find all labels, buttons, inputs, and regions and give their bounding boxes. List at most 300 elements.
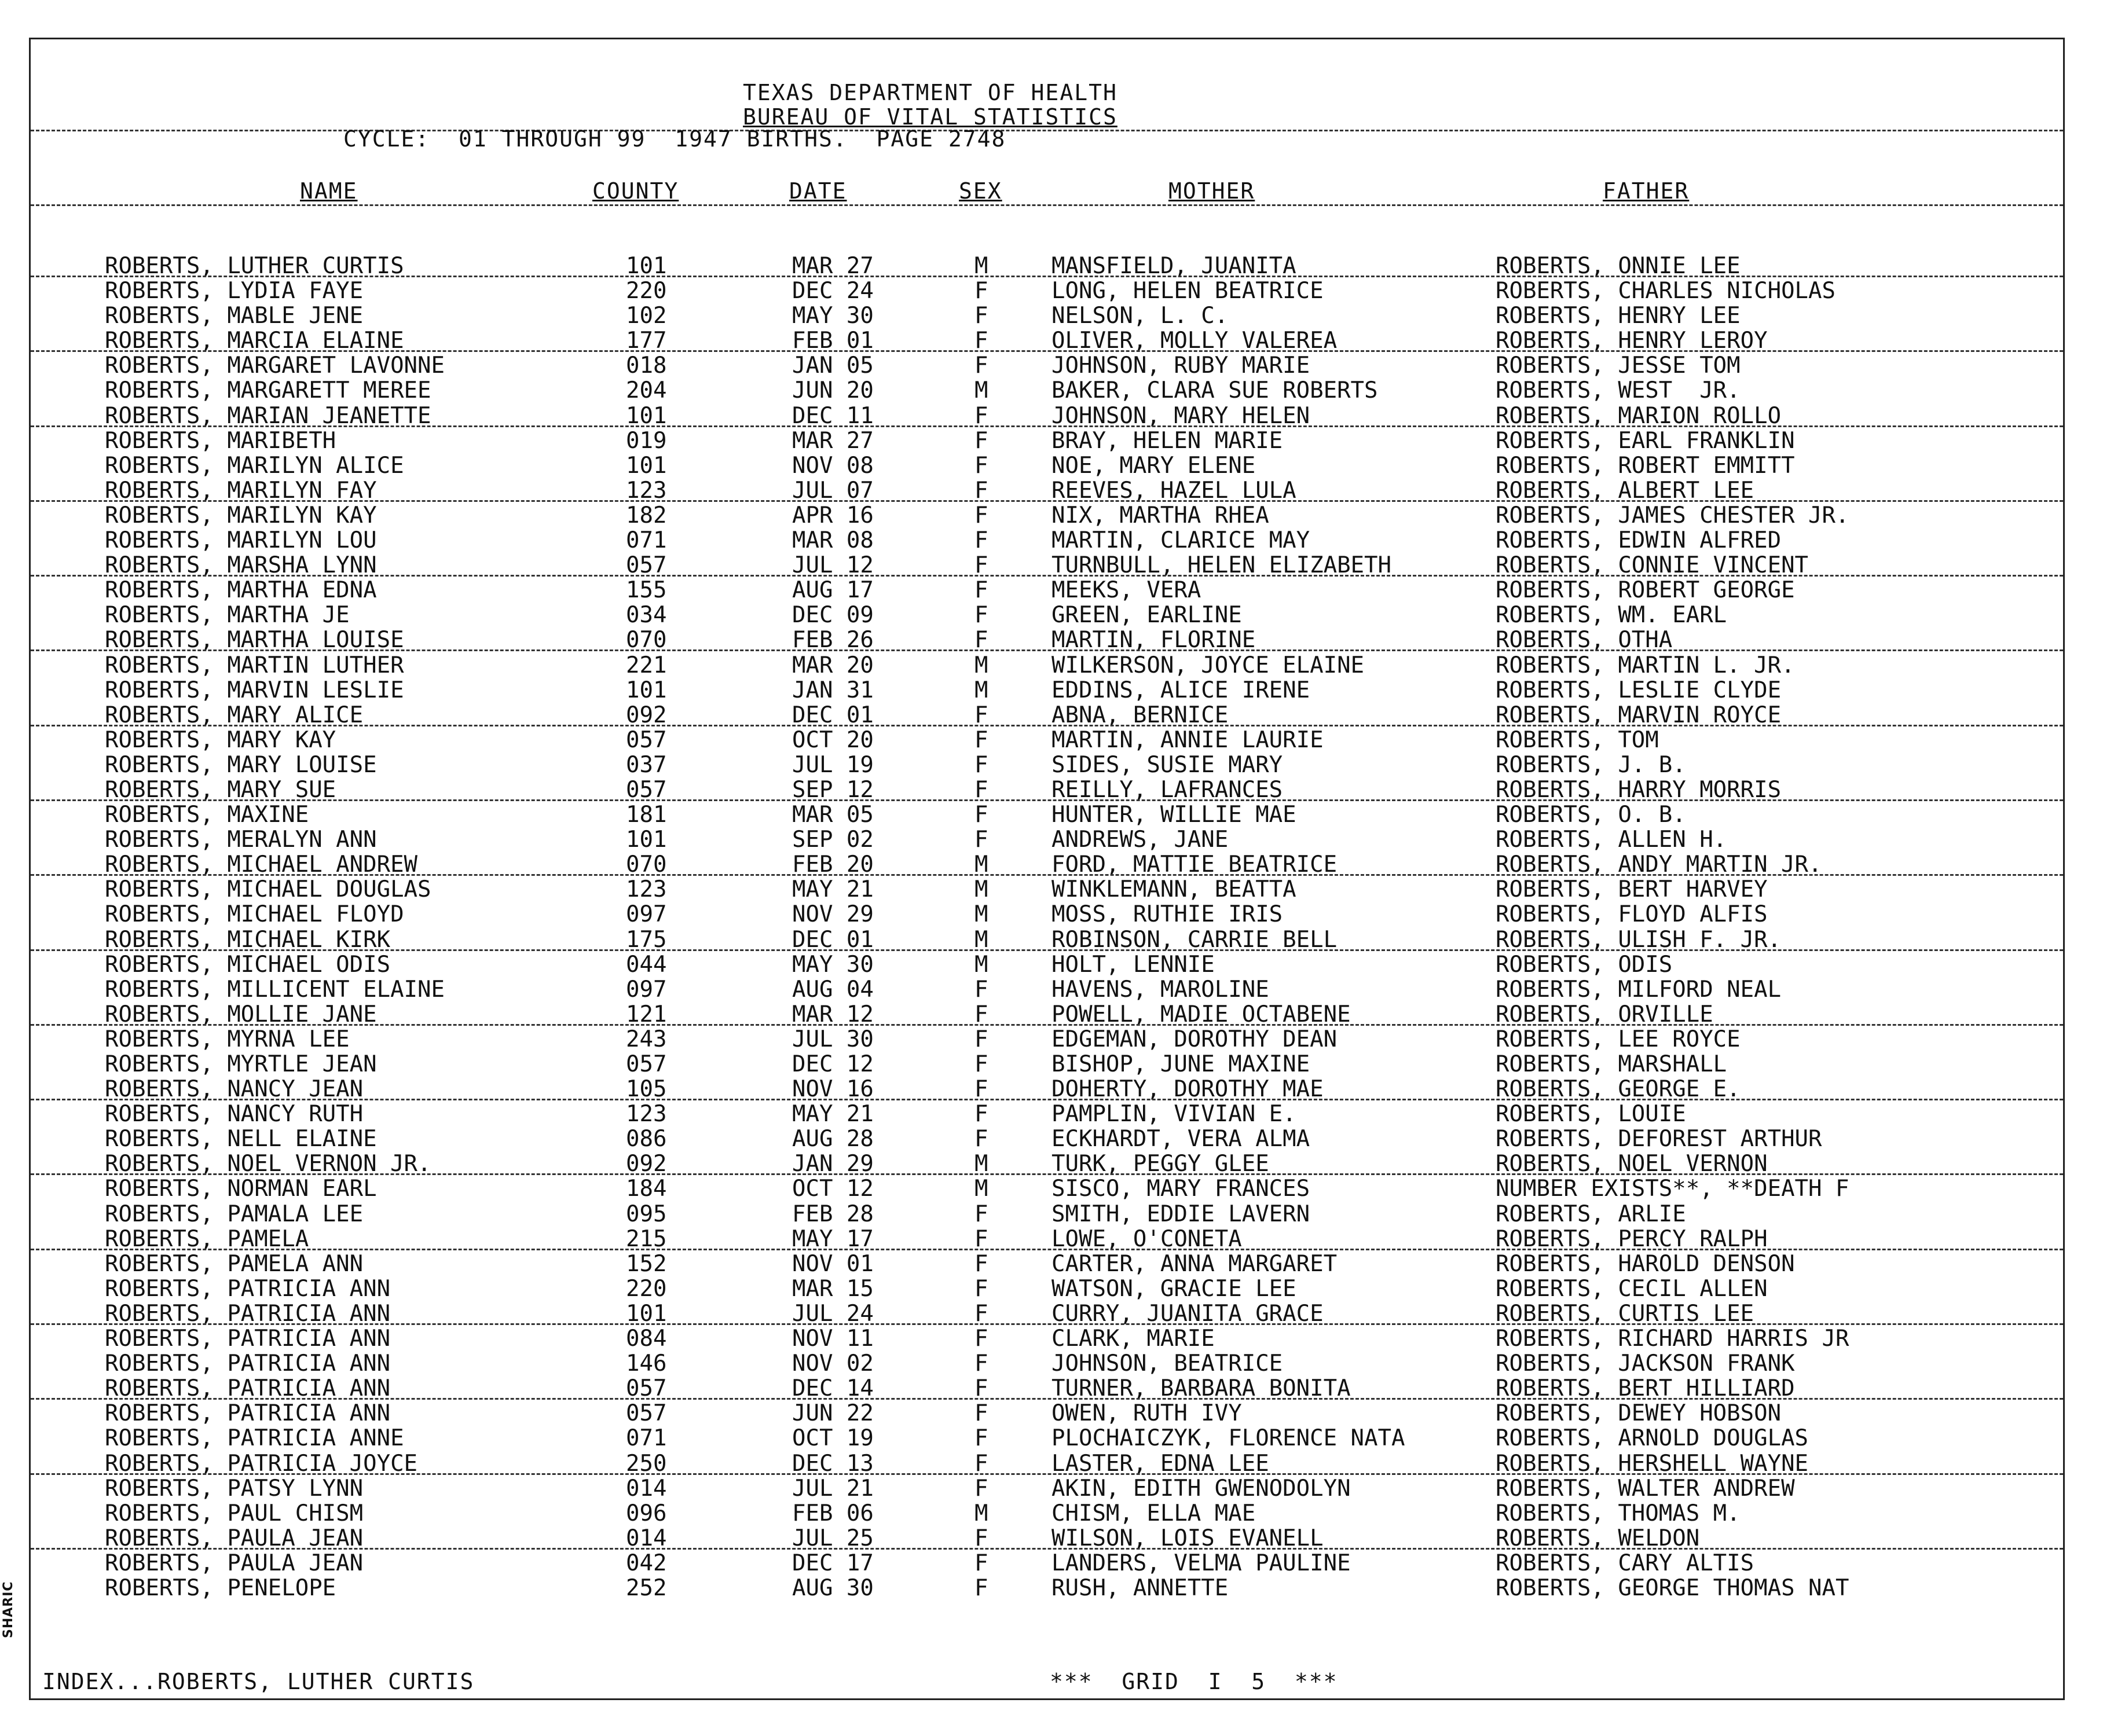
cell-date: JUL 30	[792, 1026, 874, 1052]
cell-father: ROBERTS, MARSHALL	[1496, 1051, 1727, 1077]
cell-sex: M	[974, 926, 988, 953]
cell-name: ROBERTS, PAUL CHISM	[105, 1500, 364, 1526]
cell-sex: F	[974, 726, 988, 753]
cell-father: ROBERTS, WEST JR.	[1496, 377, 1741, 404]
cell-sex: F	[974, 1201, 988, 1227]
cell-name: ROBERTS, MARY ALICE	[105, 702, 364, 728]
header-rule-top	[31, 130, 2063, 131]
table-row	[31, 728, 2063, 753]
cell-name: ROBERTS, NELL ELAINE	[105, 1126, 377, 1153]
cell-date: JUL 25	[792, 1525, 874, 1551]
cell-mother: LOWE, O'CONETA	[1051, 1225, 1242, 1252]
cell-sex: M	[974, 951, 988, 978]
cell-date: MAY 17	[792, 1225, 874, 1252]
cell-father: ROBERTS, HENRY LEROY	[1496, 328, 1768, 354]
cell-mother: LONG, HELEN BEATRICE	[1051, 278, 1324, 304]
cell-sex: F	[974, 552, 988, 579]
cell-sex: F	[974, 1250, 988, 1277]
cell-sex: F	[974, 976, 988, 1003]
cell-father: ROBERTS, DEFOREST ARTHUR	[1496, 1126, 1822, 1153]
cell-sex: F	[974, 627, 988, 654]
group-rule	[31, 276, 2063, 277]
cell-date: DEC 24	[792, 278, 874, 304]
group-rule	[31, 1323, 2063, 1325]
cell-sex: F	[974, 1375, 988, 1402]
cell-mother: CHISM, ELLA MAE	[1051, 1500, 1256, 1526]
cell-county: 101	[626, 1300, 667, 1327]
cell-county: 243	[626, 1026, 667, 1052]
cell-mother: TURNBULL, HELEN ELIZABETH	[1051, 552, 1391, 579]
index-footer: INDEX...ROBERTS, LUTHER CURTIS	[42, 1669, 475, 1694]
cell-father: ROBERTS, ONNIE LEE	[1496, 253, 1741, 279]
cell-father: ROBERTS, PERCY RALPH	[1496, 1225, 1768, 1252]
cell-county: 184	[626, 1176, 667, 1202]
table-row	[31, 1151, 2063, 1176]
cell-father: ROBERTS, CONNIE VINCENT	[1496, 552, 1809, 579]
cell-date: DEC 17	[792, 1550, 874, 1576]
cell-name: ROBERTS, PATRICIA ANN	[105, 1400, 391, 1427]
column-header-father: FATHER	[1603, 178, 1690, 204]
cell-sex: F	[974, 328, 988, 354]
cell-county: 175	[626, 926, 667, 953]
cell-date: DEC 11	[792, 402, 874, 429]
cell-county: 044	[626, 951, 667, 978]
cell-mother: REEVES, HAZEL LULA	[1051, 477, 1296, 504]
cell-mother: ROBINSON, CARRIE BELL	[1051, 926, 1338, 953]
cell-date: JAN 05	[792, 353, 874, 379]
cell-sex: F	[974, 1051, 988, 1077]
cell-date: DEC 09	[792, 602, 874, 629]
group-rule	[31, 500, 2063, 502]
cell-name: ROBERTS, PENELOPE	[105, 1574, 336, 1601]
cell-county: 101	[626, 452, 667, 479]
cell-father: ROBERTS, O. B.	[1496, 802, 1686, 828]
cell-mother: MARTIN, FLORINE	[1051, 627, 1256, 654]
cell-mother: MANSFIELD, JUANITA	[1051, 253, 1296, 279]
cell-county: 123	[626, 477, 667, 504]
cell-father: ROBERTS, HERSHELL WAYNE	[1496, 1450, 1809, 1477]
cell-county: 155	[626, 577, 667, 604]
cell-father: ROBERTS, ORVILLE	[1496, 1001, 1713, 1027]
cell-county: 252	[626, 1574, 667, 1601]
cell-father: ROBERTS, ROBERT EMMITT	[1496, 452, 1795, 479]
cell-date: MAY 21	[792, 876, 874, 903]
cell-name: ROBERTS, MARY LOUISE	[105, 751, 377, 778]
group-rule	[31, 1473, 2063, 1475]
cell-county: 092	[626, 1151, 667, 1177]
cell-county: 034	[626, 602, 667, 629]
cell-mother: TURNER, BARBARA BONITA	[1051, 1375, 1351, 1402]
cell-father: ROBERTS, JESSE TOM	[1496, 353, 1741, 379]
cell-date: DEC 01	[792, 926, 874, 953]
cell-name: ROBERTS, MARCIA ELAINE	[105, 328, 404, 354]
cell-date: OCT 20	[792, 726, 874, 753]
cell-mother: BISHOP, JUNE MAXINE	[1051, 1051, 1310, 1077]
cell-sex: M	[974, 253, 988, 279]
table-row	[31, 1326, 2063, 1351]
cell-sex: M	[974, 1151, 988, 1177]
cell-name: ROBERTS, MOLLIE JANE	[105, 1001, 377, 1027]
cell-county: 146	[626, 1350, 667, 1377]
table-row	[31, 528, 2063, 553]
cell-county: 220	[626, 278, 667, 304]
cell-mother: BRAY, HELEN MARIE	[1051, 427, 1283, 454]
cell-father: ROBERTS, MILFORD NEAL	[1496, 976, 1782, 1003]
cell-date: OCT 19	[792, 1425, 874, 1452]
cell-name: ROBERTS, MILLICENT ELAINE	[105, 976, 445, 1003]
grid-marker: *** GRID I 5 ***	[1050, 1669, 1338, 1694]
cell-father: ROBERTS, GEORGE THOMAS NAT	[1496, 1574, 1849, 1601]
cell-father: ROBERTS, OTHA	[1496, 627, 1673, 654]
cell-date: MAR 08	[792, 527, 874, 554]
cell-county: 057	[626, 1051, 667, 1077]
cell-date: MAR 27	[792, 427, 874, 454]
table-row	[31, 1202, 2063, 1227]
cell-county: 019	[626, 427, 667, 454]
cell-date: FEB 06	[792, 1500, 874, 1526]
department-title: TEXAS DEPARTMENT OF HEALTH	[743, 80, 1118, 105]
cell-mother: EDGEMAN, DOROTHY DEAN	[1051, 1026, 1338, 1052]
cell-name: ROBERTS, MYRTLE JEAN	[105, 1051, 377, 1077]
cell-date: FEB 26	[792, 627, 874, 654]
cell-name: ROBERTS, MARSHA LYNN	[105, 552, 377, 579]
cell-sex: F	[974, 602, 988, 629]
cell-county: 042	[626, 1550, 667, 1576]
cell-name: ROBERTS, PATRICIA JOYCE	[105, 1450, 418, 1477]
table-row	[31, 1476, 2063, 1501]
cell-mother: REILLY, LAFRANCES	[1051, 776, 1283, 803]
cell-father: ROBERTS, TOM	[1496, 726, 1659, 753]
cell-date: OCT 12	[792, 1176, 874, 1202]
cell-county: 084	[626, 1326, 667, 1352]
cell-county: 101	[626, 402, 667, 429]
cell-name: ROBERTS, PATRICIA ANN	[105, 1326, 391, 1352]
cell-name: ROBERTS, MARVIN LESLIE	[105, 677, 404, 703]
cell-sex: F	[974, 1450, 988, 1477]
cell-date: JUN 22	[792, 1400, 874, 1427]
column-header-date: DATE	[789, 178, 847, 204]
group-rule	[31, 350, 2063, 352]
cell-mother: OLIVER, MOLLY VALEREA	[1051, 328, 1338, 354]
cell-father: ROBERTS, WALTER ANDREW	[1496, 1475, 1795, 1502]
cell-sex: F	[974, 1525, 988, 1551]
cell-father: NUMBER EXISTS**, **DEATH F	[1496, 1176, 1849, 1202]
cell-county: 101	[626, 827, 667, 853]
cell-mother: HOLT, LENNIE	[1051, 951, 1215, 978]
cell-mother: JOHNSON, BEATRICE	[1051, 1350, 1283, 1377]
cell-father: ROBERTS, LESLIE CLYDE	[1496, 677, 1782, 703]
table-row	[31, 1426, 2063, 1451]
cell-sex: F	[974, 1326, 988, 1352]
cell-county: 014	[626, 1525, 667, 1551]
cell-county: 215	[626, 1225, 667, 1252]
column-header-name: NAME	[300, 178, 358, 204]
table-row	[31, 1351, 2063, 1376]
cell-name: ROBERTS, MABLE JENE	[105, 303, 364, 329]
cell-county: 221	[626, 652, 667, 678]
cell-father: ROBERTS, ARNOLD DOUGLAS	[1496, 1425, 1809, 1452]
cell-county: 102	[626, 303, 667, 329]
cell-name: ROBERTS, LYDIA FAYE	[105, 278, 364, 304]
cell-name: ROBERTS, MARIBETH	[105, 427, 336, 454]
cell-sex: F	[974, 1475, 988, 1502]
cell-mother: SISCO, MARY FRANCES	[1051, 1176, 1310, 1202]
cell-name: ROBERTS, NOEL VERNON JR.	[105, 1151, 431, 1177]
group-rule	[31, 1173, 2063, 1175]
cell-mother: JOHNSON, RUBY MARIE	[1051, 353, 1310, 379]
cell-mother: ABNA, BERNICE	[1051, 702, 1229, 728]
cell-name: ROBERTS, MARIAN JEANETTE	[105, 402, 431, 429]
cell-date: DEC 13	[792, 1450, 874, 1477]
cell-name: ROBERTS, MARGARET LAVONNE	[105, 353, 445, 379]
table-row	[31, 1176, 2063, 1201]
table-row	[31, 827, 2063, 852]
cell-name: ROBERTS, MICHAEL KIRK	[105, 926, 391, 953]
cell-name: ROBERTS, PATRICIA ANN	[105, 1275, 391, 1302]
cell-mother: WILSON, LOIS EVANELL	[1051, 1525, 1324, 1551]
cell-mother: BAKER, CLARA SUE ROBERTS	[1051, 377, 1378, 404]
cell-date: APR 16	[792, 502, 874, 528]
cell-name: ROBERTS, MARTHA EDNA	[105, 577, 377, 604]
cell-name: ROBERTS, NORMAN EARL	[105, 1176, 377, 1202]
cell-sex: F	[974, 1101, 988, 1128]
cell-sex: F	[974, 303, 988, 329]
cell-father: ROBERTS, WM. EARL	[1496, 602, 1727, 629]
cell-sex: F	[974, 1550, 988, 1576]
cell-father: ROBERTS, ALLEN H.	[1496, 827, 1727, 853]
cell-county: 070	[626, 627, 667, 654]
cell-sex: M	[974, 876, 988, 903]
table-row	[31, 1501, 2063, 1526]
table-row	[31, 852, 2063, 877]
table-row	[31, 353, 2063, 378]
cell-name: ROBERTS, PATRICIA ANN	[105, 1300, 391, 1327]
group-rule	[31, 575, 2063, 577]
cell-county: 250	[626, 1450, 667, 1477]
cell-sex: F	[974, 1225, 988, 1252]
cell-sex: F	[974, 702, 988, 728]
cell-father: ROBERTS, THOMAS M.	[1496, 1500, 1741, 1526]
cell-county: 097	[626, 976, 667, 1003]
cell-name: ROBERTS, MARTIN LUTHER	[105, 652, 404, 678]
cell-sex: F	[974, 278, 988, 304]
cell-name: ROBERTS, MARILYN ALICE	[105, 452, 404, 479]
group-rule	[31, 725, 2063, 726]
table-row	[31, 1576, 2063, 1601]
cell-date: JAN 29	[792, 1151, 874, 1177]
cell-date: JUL 19	[792, 751, 874, 778]
cell-sex: F	[974, 827, 988, 853]
bureau-title: BUREAU OF VITAL STATISTICS	[743, 104, 1118, 130]
cell-sex: F	[974, 427, 988, 454]
table-row	[31, 753, 2063, 777]
cell-sex: M	[974, 901, 988, 928]
cell-mother: HUNTER, WILLIE MAE	[1051, 802, 1296, 828]
cell-sex: M	[974, 1500, 988, 1526]
cell-mother: MOSS, RUTHIE IRIS	[1051, 901, 1283, 928]
table-row	[31, 627, 2063, 652]
cell-date: DEC 01	[792, 702, 874, 728]
cell-mother: NIX, MARTHA RHEA	[1051, 502, 1269, 528]
group-rule	[31, 799, 2063, 801]
cell-sex: F	[974, 527, 988, 554]
cell-mother: CURRY, JUANITA GRACE	[1051, 1300, 1324, 1327]
cell-date: MAY 30	[792, 303, 874, 329]
cell-mother: FORD, MATTIE BEATRICE	[1051, 852, 1338, 878]
cell-sex: F	[974, 353, 988, 379]
cell-sex: F	[974, 477, 988, 504]
cell-mother: SIDES, SUSIE MARY	[1051, 751, 1283, 778]
cell-date: FEB 20	[792, 852, 874, 878]
cell-date: AUG 04	[792, 976, 874, 1003]
cell-date: FEB 28	[792, 1201, 874, 1227]
cell-name: ROBERTS, MAXINE	[105, 802, 309, 828]
cell-sex: M	[974, 677, 988, 703]
cell-date: SEP 12	[792, 776, 874, 803]
cell-father: ROBERTS, MARION ROLLO	[1496, 402, 1782, 429]
cell-father: ROBERTS, FLOYD ALFIS	[1496, 901, 1768, 928]
cell-date: FEB 01	[792, 328, 874, 354]
cell-date: NOV 02	[792, 1350, 874, 1377]
cell-name: ROBERTS, MARILYN KAY	[105, 502, 377, 528]
table-row	[31, 1451, 2063, 1476]
cell-father: ROBERTS, HAROLD DENSON	[1496, 1250, 1795, 1277]
table-row	[31, 777, 2063, 802]
cell-sex: F	[974, 1300, 988, 1327]
table-row	[31, 1526, 2063, 1551]
cell-county: 057	[626, 1375, 667, 1402]
group-rule	[31, 649, 2063, 651]
cell-mother: WATSON, GRACIE LEE	[1051, 1275, 1296, 1302]
cell-date: NOV 16	[792, 1076, 874, 1103]
cell-name: ROBERTS, MYRNA LEE	[105, 1026, 350, 1052]
table-row	[31, 553, 2063, 578]
cell-name: ROBERTS, MARY KAY	[105, 726, 336, 753]
cell-mother: SMITH, EDDIE LAVERN	[1051, 1201, 1310, 1227]
cell-name: ROBERTS, MICHAEL FLOYD	[105, 901, 404, 928]
cell-name: ROBERTS, PATRICIA ANN	[105, 1375, 391, 1402]
cell-sex: M	[974, 652, 988, 678]
cell-father: ROBERTS, MARVIN ROYCE	[1496, 702, 1782, 728]
cell-date: MAY 21	[792, 1101, 874, 1128]
cell-county: 092	[626, 702, 667, 728]
cell-sex: F	[974, 1574, 988, 1601]
cell-father: ROBERTS, GEORGE E.	[1496, 1076, 1741, 1103]
cell-mother: EDDINS, ALICE IRENE	[1051, 677, 1310, 703]
cell-county: 096	[626, 1500, 667, 1526]
table-row	[31, 1102, 2063, 1126]
table-row	[31, 503, 2063, 528]
cell-father: ROBERTS, CURTIS LEE	[1496, 1300, 1754, 1327]
cell-name: ROBERTS, PATSY LYNN	[105, 1475, 364, 1502]
cell-name: ROBERTS, MARGARETT MEREE	[105, 377, 431, 404]
cell-name: ROBERTS, LUTHER CURTIS	[105, 253, 404, 279]
cell-father: ROBERTS, HENRY LEE	[1496, 303, 1741, 329]
table-row	[31, 1126, 2063, 1151]
cell-mother: CARTER, ANNA MARGARET	[1051, 1250, 1338, 1277]
cell-mother: TURK, PEGGY GLEE	[1051, 1151, 1269, 1177]
cell-date: AUG 17	[792, 577, 874, 604]
side-stamp: SHARIC	[1, 1581, 16, 1638]
cell-date: MAR 27	[792, 253, 874, 279]
cell-date: MAR 20	[792, 652, 874, 678]
cell-sex: F	[974, 1076, 988, 1103]
cell-father: ROBERTS, BERT HILLIARD	[1496, 1375, 1795, 1402]
cell-name: ROBERTS, MARILYN FAY	[105, 477, 377, 504]
table-row	[31, 378, 2063, 403]
cell-father: ROBERTS, JAMES CHESTER JR.	[1496, 502, 1849, 528]
cell-county: 152	[626, 1250, 667, 1277]
cell-father: ROBERTS, JACKSON FRANK	[1496, 1350, 1795, 1377]
cell-date: JUL 07	[792, 477, 874, 504]
table-row	[31, 1551, 2063, 1576]
cell-date: MAR 05	[792, 802, 874, 828]
table-row	[31, 977, 2063, 1002]
cell-father: ROBERTS, MARTIN L. JR.	[1496, 652, 1795, 678]
cell-sex: F	[974, 1400, 988, 1427]
table-row	[31, 802, 2063, 827]
cell-county: 095	[626, 1201, 667, 1227]
table-row	[31, 1301, 2063, 1326]
table-row	[31, 478, 2063, 503]
cell-county: 182	[626, 502, 667, 528]
cell-date: JUL 21	[792, 1475, 874, 1502]
cell-date: JAN 31	[792, 677, 874, 703]
table-row	[31, 254, 2063, 278]
cell-county: 101	[626, 253, 667, 279]
cell-name: ROBERTS, PAMELA	[105, 1225, 309, 1252]
cell-name: ROBERTS, PAULA JEAN	[105, 1525, 364, 1551]
cell-father: ROBERTS, J. B.	[1496, 751, 1686, 778]
cell-name: ROBERTS, PATRICIA ANNE	[105, 1425, 404, 1452]
cell-mother: MEEKS, VERA	[1051, 577, 1201, 604]
cell-father: ROBERTS, RICHARD HARRIS JR	[1496, 1326, 1849, 1352]
group-rule	[31, 1249, 2063, 1250]
cell-mother: OWEN, RUTH IVY	[1051, 1400, 1242, 1427]
cell-county: 071	[626, 527, 667, 554]
cell-mother: ECKHARDT, VERA ALMA	[1051, 1126, 1310, 1153]
cell-father: ROBERTS, ALBERT LEE	[1496, 477, 1754, 504]
cell-county: 057	[626, 726, 667, 753]
cell-name: ROBERTS, NANCY JEAN	[105, 1076, 364, 1103]
cell-mother: AKIN, EDITH GWENODOLYN	[1051, 1475, 1351, 1502]
cell-sex: F	[974, 1026, 988, 1052]
cell-date: AUG 30	[792, 1574, 874, 1601]
table-row	[31, 578, 2063, 603]
cell-father: ROBERTS, HARRY MORRIS	[1496, 776, 1782, 803]
table-row	[31, 952, 2063, 977]
cell-date: JUN 20	[792, 377, 874, 404]
cell-county: 177	[626, 328, 667, 354]
cell-county: 057	[626, 1400, 667, 1427]
cell-father: ROBERTS, ODIS	[1496, 951, 1673, 978]
cell-name: ROBERTS, PAMELA ANN	[105, 1250, 364, 1277]
table-row	[31, 653, 2063, 678]
cell-sex: F	[974, 402, 988, 429]
cell-county: 220	[626, 1275, 667, 1302]
cell-father: ROBERTS, WELDON	[1496, 1525, 1700, 1551]
cell-date: NOV 11	[792, 1326, 874, 1352]
cell-mother: RUSH, ANNETTE	[1051, 1574, 1229, 1601]
cell-name: ROBERTS, MARTHA JE	[105, 602, 350, 629]
records-table	[31, 254, 2063, 1601]
cell-sex: F	[974, 751, 988, 778]
cell-mother: DOHERTY, DOROTHY MAE	[1051, 1076, 1324, 1103]
table-row	[31, 678, 2063, 703]
cell-sex: F	[974, 1001, 988, 1027]
cell-mother: MARTIN, ANNIE LAURIE	[1051, 726, 1324, 753]
cell-date: NOV 01	[792, 1250, 874, 1277]
